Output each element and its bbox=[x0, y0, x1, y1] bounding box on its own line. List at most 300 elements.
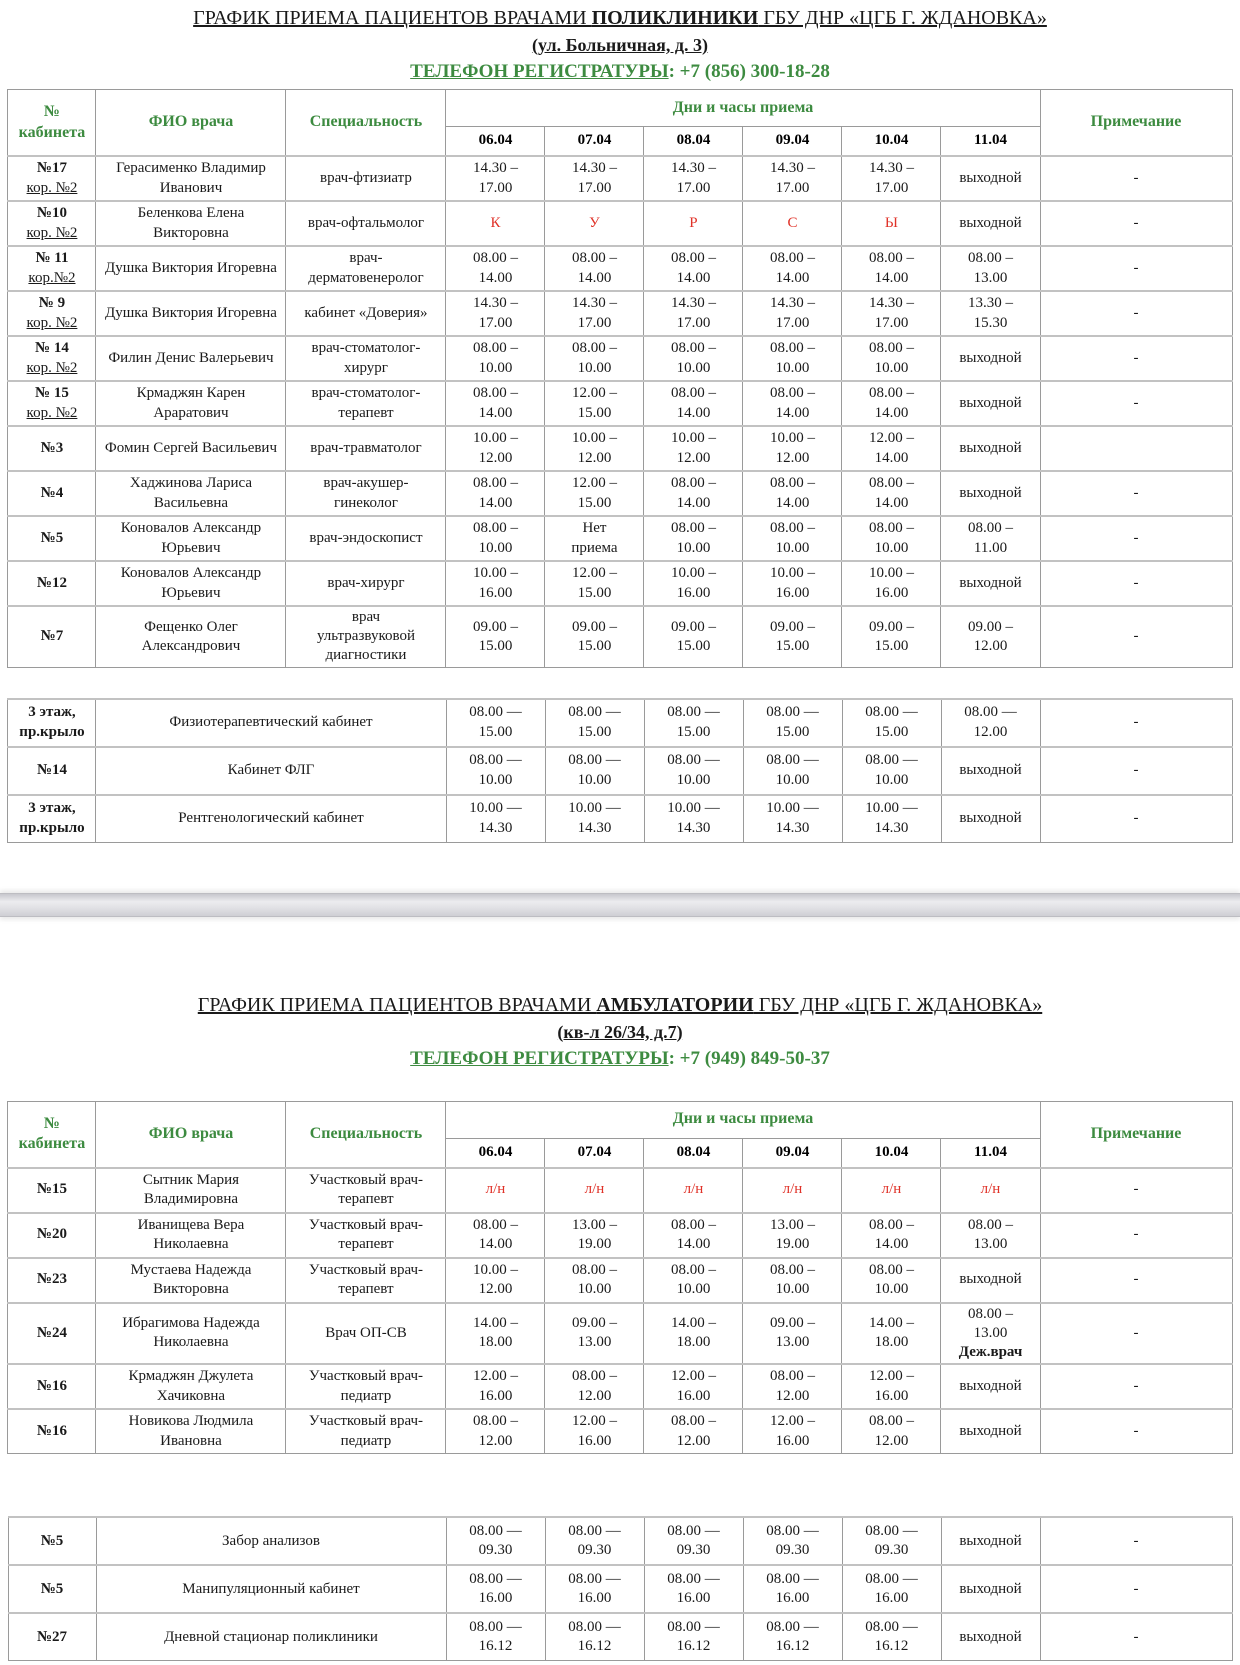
schedule-line: 10.00 — bbox=[469, 800, 522, 817]
schedule-line: 16.00 bbox=[478, 1387, 513, 1404]
schedule-line: 10.00 bbox=[874, 771, 909, 788]
schedule-line: 14.00 bbox=[676, 269, 711, 286]
specialty-cell bbox=[286, 201, 446, 246]
table-row bbox=[8, 471, 1232, 516]
schedule-line: 10.00 bbox=[874, 539, 909, 556]
title-bold-word: ПОЛИКЛИНИКИ bbox=[591, 7, 759, 29]
schedule-line: 12.00 bbox=[478, 1281, 513, 1298]
cabinet-number: №12 bbox=[36, 574, 67, 591]
schedule-line: 14.00 bbox=[775, 494, 810, 511]
schedule-line: 18.00 bbox=[874, 1334, 909, 1351]
schedule-line: 08.00 – bbox=[571, 340, 617, 357]
schedule-cell bbox=[842, 1168, 941, 1213]
schedule-line: 15.00 bbox=[577, 723, 612, 740]
schedule-line: 16.00 bbox=[676, 1590, 711, 1607]
polyclinic-schedule-table bbox=[7, 89, 1232, 668]
cabinet-number: №20 bbox=[36, 1226, 67, 1243]
schedule-line: 12.00 bbox=[676, 449, 711, 466]
doctor-name-cell: Иванищева Вера Николаевна bbox=[96, 1213, 286, 1258]
schedule-cell bbox=[743, 1213, 842, 1258]
schedule-cell bbox=[842, 561, 941, 606]
header-row bbox=[8, 90, 1232, 127]
table-row bbox=[8, 606, 1232, 667]
schedule-cell bbox=[743, 1168, 842, 1213]
schedule-cell bbox=[842, 747, 941, 795]
schedule-line: 14.30 – bbox=[868, 160, 914, 177]
schedule-line: 08.00 – bbox=[769, 1261, 815, 1278]
schedule-line: 08.00 – bbox=[868, 340, 914, 357]
schedule-cell bbox=[941, 747, 1040, 795]
schedule-cell bbox=[644, 795, 743, 843]
schedule-cell bbox=[545, 1213, 644, 1258]
cabinet-number: №10 bbox=[36, 205, 67, 222]
schedule-cell bbox=[842, 1258, 941, 1303]
cabinet-number: 3 этаж, bbox=[28, 704, 76, 721]
schedule-line: 14.30 – bbox=[571, 295, 617, 312]
schedule-line: 14.00 bbox=[478, 404, 513, 421]
schedule-line: 12.00 bbox=[775, 449, 810, 466]
cabinet-number: 3 этаж, bbox=[28, 800, 76, 817]
table-row bbox=[8, 381, 1232, 426]
cabinet-number: №15 bbox=[36, 1181, 67, 1198]
schedule-line: л/н bbox=[683, 1181, 704, 1198]
schedule-cell bbox=[644, 699, 743, 747]
schedule-line: 14.00 bbox=[478, 269, 513, 286]
schedule-line: 10.00 bbox=[775, 539, 810, 556]
schedule-line: 15.00 bbox=[478, 637, 513, 654]
schedule-line: 14.30 – bbox=[571, 160, 617, 177]
schedule-cell bbox=[644, 1613, 743, 1661]
schedule-line: 10.00 – bbox=[472, 430, 518, 447]
cabinet-number: № 15 bbox=[35, 385, 69, 402]
cabinet-number: №5 bbox=[40, 1580, 64, 1597]
schedule-cell bbox=[446, 1517, 545, 1565]
note-cell: - bbox=[1040, 747, 1232, 795]
schedule-cell bbox=[644, 561, 743, 606]
schedule-line: 13.00 bbox=[973, 1236, 1008, 1253]
schedule-line: 08.00 – bbox=[670, 340, 716, 357]
specialty-cell bbox=[286, 246, 446, 291]
schedule-line: 08.00 — bbox=[766, 752, 819, 769]
schedule-line: 10.00 bbox=[577, 1281, 612, 1298]
schedule-line: 08.00 – bbox=[472, 250, 518, 267]
schedule-cell bbox=[941, 426, 1040, 471]
table-row bbox=[8, 246, 1232, 291]
phone-label: ТЕЛЕФОН РЕГИСТРАТУРЫ bbox=[410, 61, 669, 82]
note-cell: - bbox=[1040, 561, 1232, 606]
schedule-cell bbox=[545, 1565, 644, 1613]
schedule-line: 15.00 bbox=[676, 723, 711, 740]
schedule-line: 19.00 bbox=[775, 1236, 810, 1253]
schedule-cell bbox=[644, 156, 743, 201]
schedule-cell bbox=[941, 1565, 1040, 1613]
specialty-line: хирург bbox=[343, 359, 388, 376]
schedule-line: 10.00 bbox=[874, 359, 909, 376]
doctor-name-cell: Фещенко Олег Александрович bbox=[96, 606, 286, 667]
schedule-line: 08.00 — bbox=[865, 1570, 918, 1587]
schedule-line: 14.00 bbox=[676, 1236, 711, 1253]
schedule-line: 11.00 bbox=[973, 539, 1008, 556]
schedule-line: 16.00 bbox=[478, 584, 513, 601]
cabinet-cell bbox=[8, 747, 96, 795]
schedule-line: 08.00 – bbox=[769, 520, 815, 537]
schedule-line: 13.00 – bbox=[769, 1216, 815, 1233]
doctor-name-cell: Крмаджян Джулета Хачиковна bbox=[96, 1364, 286, 1409]
header-specialty: Специальность bbox=[286, 90, 446, 157]
schedule-line: 17.00 bbox=[577, 314, 612, 331]
schedule-line: выходной bbox=[959, 439, 1022, 456]
specialty-line: кабинет «Доверия» bbox=[304, 304, 428, 321]
schedule-cell bbox=[941, 516, 1040, 561]
schedule-cell bbox=[446, 1565, 545, 1613]
schedule-line: 10.00 — bbox=[766, 800, 819, 817]
note-cell: - bbox=[1040, 606, 1232, 667]
schedule-line: 14.30 – bbox=[472, 160, 518, 177]
schedule-cell bbox=[842, 795, 941, 843]
schedule-line: 15.00 bbox=[577, 494, 612, 511]
header-date: 08.04 bbox=[644, 1138, 743, 1168]
schedule-line: 15.00 bbox=[478, 723, 513, 740]
schedule-cell bbox=[545, 606, 644, 667]
schedule-cell bbox=[545, 516, 644, 561]
schedule-cell bbox=[743, 747, 842, 795]
table-row bbox=[8, 795, 1232, 843]
schedule-line: 10.00 – bbox=[868, 565, 914, 582]
schedule-cell bbox=[545, 747, 644, 795]
phone-label: ТЕЛЕФОН РЕГИСТРАТУРЫ bbox=[410, 1047, 669, 1069]
table-row bbox=[8, 1168, 1232, 1213]
schedule-line: 08.00 — bbox=[469, 752, 522, 769]
schedule-line: л/н bbox=[584, 1181, 605, 1198]
note-cell: - bbox=[1040, 1613, 1232, 1661]
header-date: 11.04 bbox=[941, 127, 1040, 157]
header-row bbox=[8, 1101, 1232, 1138]
schedule-line: 14.00 bbox=[676, 494, 711, 511]
schedule-line: 08.00 – bbox=[868, 250, 914, 267]
schedule-line: 10.00 bbox=[676, 1281, 711, 1298]
schedule-cell bbox=[644, 1565, 743, 1613]
schedule-line: 10.00 – bbox=[769, 430, 815, 447]
header-note: Примечание bbox=[1040, 90, 1232, 157]
schedule-cell bbox=[446, 246, 545, 291]
schedule-cell bbox=[842, 291, 941, 336]
schedule-line: 15.00 bbox=[577, 584, 612, 601]
header-days-group: Дни и часы приема bbox=[446, 1101, 1040, 1138]
schedule-line: 08.00 – bbox=[868, 520, 914, 537]
cabinet-cell bbox=[8, 1565, 96, 1613]
specialty-line: Участковый врач- bbox=[308, 1171, 424, 1188]
doctor-name-cell: Новикова Людмила Ивановна bbox=[96, 1409, 286, 1454]
specialty-cell bbox=[286, 426, 446, 471]
schedule-cell bbox=[446, 201, 545, 246]
cabinet-cell bbox=[8, 1258, 96, 1303]
schedule-line: выходной bbox=[959, 1628, 1022, 1645]
note-cell bbox=[1040, 426, 1232, 471]
room-name-cell: Дневной стационар поликлиники bbox=[96, 1613, 446, 1661]
schedule-cell bbox=[743, 381, 842, 426]
schedule-line: 12.00 bbox=[775, 1387, 810, 1404]
schedule-line: 09.00 – bbox=[472, 618, 518, 635]
polyclinic-phone-line bbox=[0, 59, 1240, 84]
specialty-cell bbox=[286, 156, 446, 201]
schedule-line: 16.00 bbox=[676, 584, 711, 601]
specialty-cell bbox=[286, 606, 446, 667]
schedule-line: 12.00 – bbox=[571, 565, 617, 582]
cabinet-number: №7 bbox=[40, 628, 64, 645]
cabinet-cell bbox=[8, 1303, 96, 1365]
schedule-cell bbox=[644, 471, 743, 516]
schedule-cell bbox=[842, 1213, 941, 1258]
schedule-line: 10.00 bbox=[874, 1281, 909, 1298]
schedule-cell bbox=[941, 246, 1040, 291]
schedule-line: 10.00 — bbox=[667, 800, 720, 817]
table-row bbox=[8, 747, 1232, 795]
schedule-cell bbox=[941, 1409, 1040, 1454]
schedule-cell bbox=[644, 606, 743, 667]
schedule-line: 08.00 – bbox=[472, 1413, 518, 1430]
schedule-line: 12.00 bbox=[478, 1432, 513, 1449]
note-cell: - bbox=[1040, 1565, 1232, 1613]
schedule-cell bbox=[545, 156, 644, 201]
specialty-line: врач-стоматолог- bbox=[311, 385, 421, 402]
table-row bbox=[8, 1258, 1232, 1303]
schedule-line: 17.00 bbox=[676, 179, 711, 196]
specialty-line: гинеколог bbox=[334, 494, 398, 511]
schedule-line: 08.00 — bbox=[667, 752, 720, 769]
header-date: 08.04 bbox=[644, 127, 743, 157]
schedule-cell bbox=[842, 336, 941, 381]
note-cell: - bbox=[1040, 1409, 1232, 1454]
schedule-line: 15.00 bbox=[874, 723, 909, 740]
table-row bbox=[8, 336, 1232, 381]
schedule-line: 16.12 bbox=[676, 1638, 711, 1655]
cabinet-location: кор. №2 bbox=[26, 179, 78, 196]
schedule-line: 14.00 – bbox=[472, 1315, 518, 1332]
note-cell: - bbox=[1040, 336, 1232, 381]
header-date: 09.04 bbox=[743, 1138, 842, 1168]
schedule-line: 08.00 — bbox=[568, 704, 621, 721]
schedule-line: 16.00 bbox=[874, 1590, 909, 1607]
ambulatory-address: (кв-л 26/34, д.7) bbox=[557, 1021, 683, 1042]
schedule-cell bbox=[644, 336, 743, 381]
schedule-line: 16.00 bbox=[775, 1432, 810, 1449]
schedule-cell bbox=[941, 336, 1040, 381]
schedule-line: 08.00 – bbox=[769, 385, 815, 402]
schedule-cell bbox=[545, 426, 644, 471]
schedule-line: 16.00 bbox=[775, 1590, 810, 1607]
schedule-cell bbox=[644, 516, 743, 561]
schedule-line: 15.00 bbox=[577, 637, 612, 654]
schedule-cell bbox=[941, 1364, 1040, 1409]
cabinet-cell bbox=[8, 1409, 96, 1454]
schedule-cell bbox=[545, 1613, 644, 1661]
schedule-document bbox=[0, 6, 1240, 1661]
cabinet-cell bbox=[8, 1213, 96, 1258]
schedule-line: 16.00 bbox=[577, 1590, 612, 1607]
schedule-line: выходной bbox=[959, 1271, 1022, 1288]
schedule-cell bbox=[644, 1364, 743, 1409]
specialty-line: терапевт bbox=[338, 1191, 394, 1208]
schedule-cell bbox=[644, 747, 743, 795]
doctor-name-cell: Фомин Сергей Васильевич bbox=[96, 426, 286, 471]
schedule-cell bbox=[545, 795, 644, 843]
cabinet-number: №16 bbox=[36, 1423, 67, 1440]
schedule-cell bbox=[743, 426, 842, 471]
page-break-divider bbox=[0, 893, 1240, 917]
schedule-line: 14.00 bbox=[478, 1236, 513, 1253]
specialty-line: терапевт bbox=[338, 404, 394, 421]
schedule-line: 16.12 bbox=[874, 1638, 909, 1655]
schedule-line: 08.00 — bbox=[568, 1570, 621, 1587]
schedule-cell bbox=[743, 699, 842, 747]
note-cell: - bbox=[1040, 1168, 1232, 1213]
schedule-line: 10.00 bbox=[478, 771, 513, 788]
title-text: ГРАФИК ПРИЕМА ПАЦИЕНТОВ ВРАЧАМИ bbox=[197, 993, 597, 1016]
schedule-line: 16.12 bbox=[478, 1638, 513, 1655]
title-text: ГРАФИК ПРИЕМА ПАЦИЕНТОВ ВРАЧАМИ bbox=[193, 7, 592, 29]
table-row bbox=[8, 1613, 1232, 1661]
note-cell: - bbox=[1040, 699, 1232, 747]
ambulatory-rooms-table bbox=[8, 1516, 1233, 1661]
schedule-cell bbox=[743, 1613, 842, 1661]
schedule-line: 12.00 – bbox=[472, 1368, 518, 1385]
schedule-line: 12.00 bbox=[577, 1387, 612, 1404]
table-row bbox=[8, 516, 1232, 561]
note-cell: - bbox=[1040, 246, 1232, 291]
schedule-line: 08.00 — bbox=[766, 1570, 819, 1587]
schedule-line: 16.00 bbox=[874, 584, 909, 601]
specialty-cell bbox=[286, 1213, 446, 1258]
schedule-line: 16.00 bbox=[874, 1387, 909, 1404]
schedule-cell bbox=[644, 1213, 743, 1258]
cabinet-location: кор.№2 bbox=[28, 269, 76, 286]
schedule-line: 09.00 – bbox=[868, 618, 914, 635]
schedule-line: 14.30 – bbox=[769, 160, 815, 177]
room-name-cell: Манипуляционный кабинет bbox=[96, 1565, 446, 1613]
schedule-cell bbox=[446, 561, 545, 606]
schedule-cell bbox=[446, 747, 545, 795]
schedule-line: 08.00 – bbox=[868, 1216, 914, 1233]
schedule-line: 14.30 bbox=[478, 819, 513, 836]
cabinet-number: №5 bbox=[40, 529, 64, 546]
schedule-cell bbox=[545, 1258, 644, 1303]
cabinet-cell bbox=[8, 1613, 96, 1661]
schedule-line: 15.00 bbox=[775, 723, 810, 740]
schedule-line: л/н bbox=[881, 1181, 902, 1198]
schedule-cell bbox=[941, 1303, 1040, 1365]
schedule-line: 14.30 bbox=[874, 819, 909, 836]
schedule-cell bbox=[941, 471, 1040, 516]
cabinet-location: пр.крыло bbox=[19, 819, 85, 836]
schedule-cell bbox=[743, 1409, 842, 1454]
room-name-cell: Физиотерапевтический кабинет bbox=[96, 699, 446, 747]
schedule-line: 16.12 bbox=[577, 1638, 612, 1655]
schedule-cell bbox=[941, 291, 1040, 336]
schedule-line: 12.00 – bbox=[868, 1368, 914, 1385]
schedule-line: 16.00 bbox=[676, 1387, 711, 1404]
schedule-line: 17.00 bbox=[874, 179, 909, 196]
schedule-line: 08.00 – bbox=[868, 385, 914, 402]
schedule-line: выходной bbox=[959, 761, 1022, 778]
schedule-line: 14.30 bbox=[775, 819, 810, 836]
schedule-line: 12.00 bbox=[973, 637, 1008, 654]
schedule-cell bbox=[743, 795, 842, 843]
table-row bbox=[8, 201, 1232, 246]
cabinet-location: кор. №2 bbox=[26, 359, 78, 376]
schedule-cell bbox=[545, 1364, 644, 1409]
schedule-cell bbox=[842, 381, 941, 426]
schedule-line: 09.00 – bbox=[967, 618, 1013, 635]
schedule-line: 12.00 bbox=[478, 449, 513, 466]
schedule-line: Ы bbox=[884, 214, 899, 231]
schedule-line: 17.00 bbox=[775, 179, 810, 196]
cabinet-number: №14 bbox=[36, 761, 68, 778]
schedule-line: Деж.врач bbox=[958, 1343, 1023, 1360]
doctor-name-cell: Ибрагимова Надежда Николаевна bbox=[96, 1303, 286, 1365]
schedule-cell bbox=[446, 1613, 545, 1661]
ambulatory-phone-line bbox=[0, 1046, 1240, 1071]
schedule-cell bbox=[446, 381, 545, 426]
schedule-line: 08.00 – bbox=[967, 1305, 1013, 1322]
schedule-line: 10.00 bbox=[775, 1281, 810, 1298]
schedule-line: 15.00 bbox=[874, 637, 909, 654]
header-doctor: ФИО врача bbox=[96, 90, 286, 157]
schedule-line: приема bbox=[571, 539, 618, 556]
schedule-line: выходной bbox=[959, 574, 1022, 591]
schedule-line: 12.00 – bbox=[769, 1413, 815, 1430]
schedule-line: 08.00 — bbox=[766, 1522, 819, 1539]
schedule-cell bbox=[644, 246, 743, 291]
schedule-line: 10.00 bbox=[478, 359, 513, 376]
schedule-line: 10.00 bbox=[577, 359, 612, 376]
schedule-line: выходной bbox=[959, 1423, 1022, 1440]
schedule-line: Нет bbox=[582, 520, 607, 537]
schedule-line: выходной bbox=[959, 394, 1022, 411]
schedule-line: 14.30 bbox=[676, 819, 711, 836]
schedule-line: 12.00 – bbox=[571, 475, 617, 492]
schedule-line: 14.00 bbox=[874, 404, 909, 421]
schedule-line: 09.30 bbox=[874, 1542, 909, 1559]
schedule-line: 08.00 – bbox=[472, 520, 518, 537]
room-name-cell: Забор анализов bbox=[96, 1517, 446, 1565]
schedule-line: 10.00 bbox=[775, 359, 810, 376]
schedule-cell bbox=[842, 426, 941, 471]
schedule-cell bbox=[743, 1258, 842, 1303]
schedule-line: 08.00 — bbox=[568, 1522, 621, 1539]
doctor-name-cell: Коновалов Александр Юрьевич bbox=[96, 561, 286, 606]
schedule-line: л/н bbox=[980, 1181, 1001, 1198]
note-cell: - bbox=[1040, 1364, 1232, 1409]
header-cabinet: № кабинета bbox=[8, 1101, 96, 1168]
polyclinic-section bbox=[0, 6, 1240, 843]
cabinet-location: пр.крыло bbox=[19, 723, 85, 740]
schedule-cell bbox=[446, 1213, 545, 1258]
schedule-cell bbox=[446, 1168, 545, 1213]
schedule-line: 08.00 — bbox=[568, 1618, 621, 1635]
schedule-line: 09.00 – bbox=[670, 618, 716, 635]
cabinet-number: №16 bbox=[36, 1378, 67, 1395]
phone-number: : +7 (949) 849-50-37 bbox=[668, 1047, 830, 1069]
schedule-cell bbox=[842, 1409, 941, 1454]
schedule-line: 12.00 bbox=[577, 449, 612, 466]
specialty-cell bbox=[286, 1258, 446, 1303]
schedule-line: 09.00 – bbox=[769, 1315, 815, 1332]
schedule-line: 10.00 – bbox=[670, 565, 716, 582]
schedule-line: 12.00 – bbox=[670, 1368, 716, 1385]
header-date: 06.04 bbox=[446, 127, 545, 157]
room-name-cell: Кабинет ФЛГ bbox=[96, 747, 446, 795]
specialty-line: врач-эндоскопист bbox=[309, 529, 423, 546]
